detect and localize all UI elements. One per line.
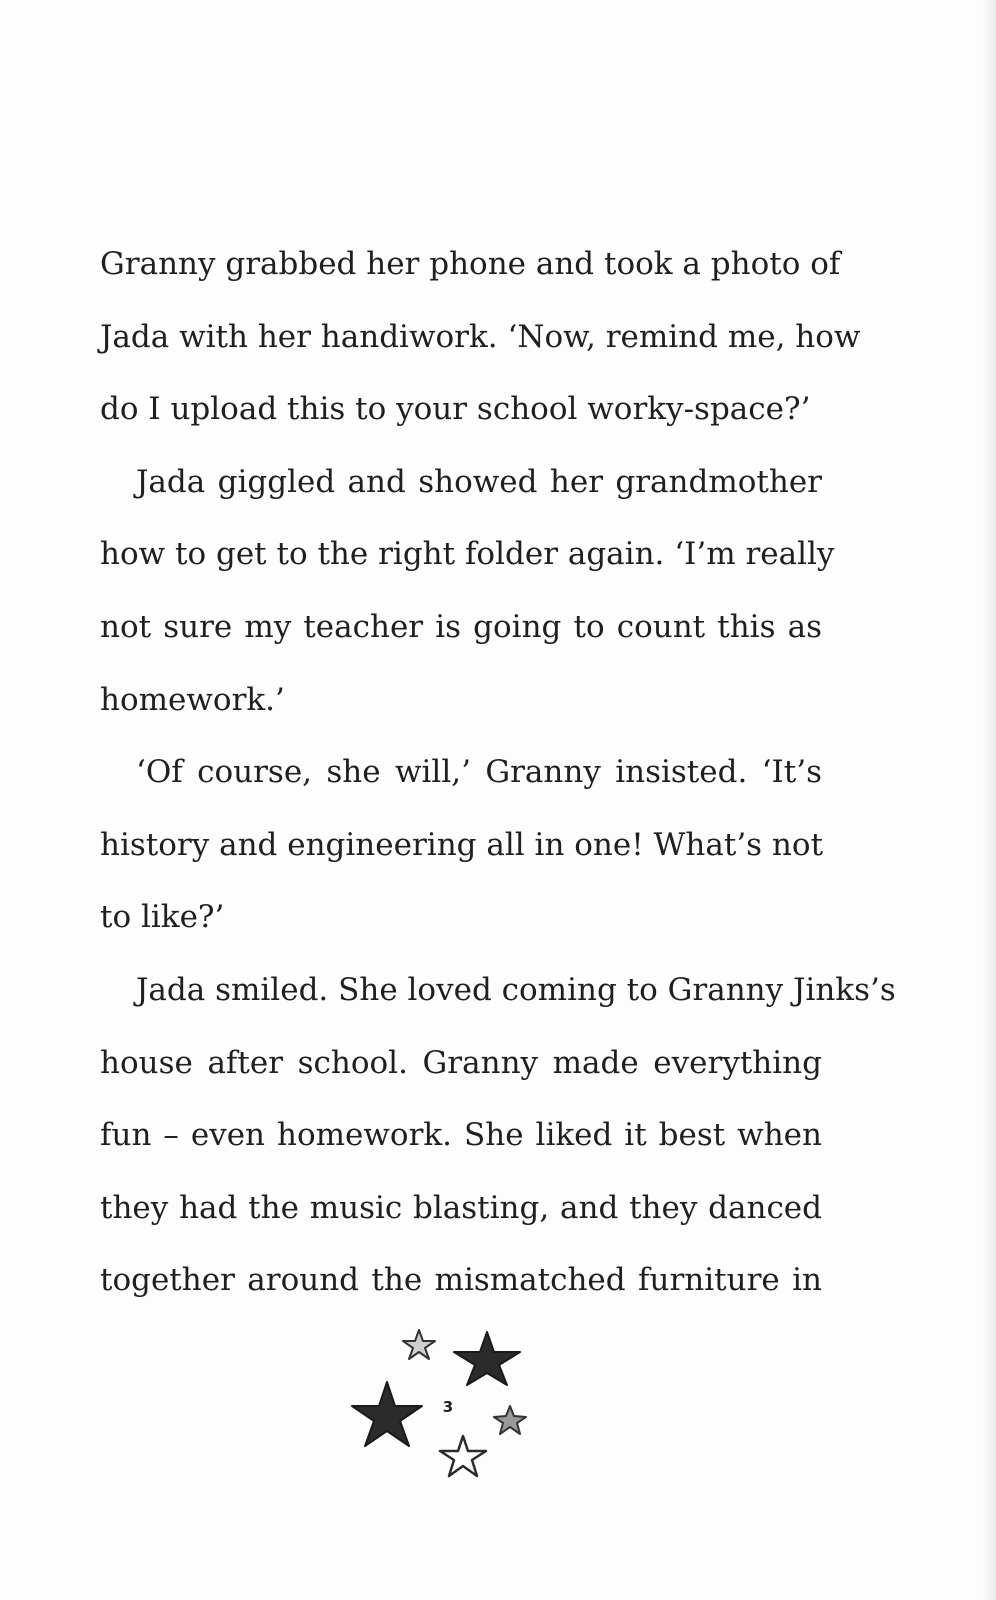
text-line: Jada smiled. She loved coming to Granny Jinks’s bbox=[136, 971, 896, 1008]
star-icon bbox=[440, 1436, 486, 1476]
text-line: Jada giggled and showed her grandmother bbox=[136, 463, 822, 500]
text-line: do I upload this to your school worky-space?’ bbox=[100, 391, 811, 428]
page-edge-shadow bbox=[982, 0, 996, 1600]
text-line: to like?’ bbox=[100, 899, 225, 936]
text-line: house after school. Granny made everything bbox=[100, 1044, 822, 1081]
text-line: Jada with her handiwork. ‘Now, remind me, how bbox=[100, 318, 861, 355]
page-number-stars bbox=[340, 1322, 540, 1492]
text-line: they had the music blasting, and they danced bbox=[100, 1189, 822, 1226]
star-icon bbox=[494, 1406, 526, 1434]
star-icon bbox=[352, 1382, 422, 1446]
text-line: not sure my teacher is going to count this as bbox=[100, 608, 822, 645]
page-number: 3 bbox=[442, 1398, 454, 1416]
text-line: how to get to the right folder again. ‘I’m really bbox=[100, 536, 835, 573]
text-line: fun – even homework. She liked it best when bbox=[100, 1117, 822, 1154]
text-line: together around the mismatched furniture in bbox=[100, 1262, 822, 1299]
text-line: Granny grabbed her phone and took a photo of bbox=[100, 246, 841, 282]
star-icon bbox=[403, 1330, 435, 1359]
star-icon bbox=[454, 1332, 520, 1385]
text-line: history and engineering all in one! What’s not bbox=[100, 826, 824, 863]
text-line: homework.’ bbox=[100, 681, 285, 718]
text-line: ‘Of course, she will,’ Granny insisted. ‘It’s bbox=[136, 754, 822, 791]
body-text bbox=[100, 238, 896, 1327]
